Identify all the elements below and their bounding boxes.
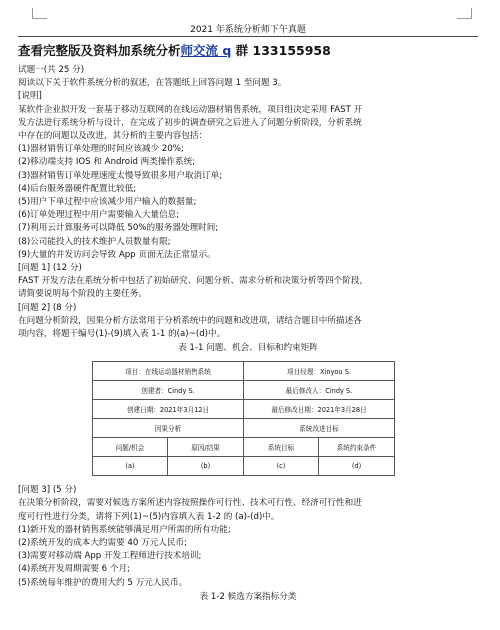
problem-3-label: [问题 3] (5 分) bbox=[18, 485, 77, 496]
description-line: 发方法进行系统分析与设计，在完成了初步的调查研究之后进入了问题分析阶段，分析系统 bbox=[18, 117, 362, 128]
table-header-problem: 问题/机会 bbox=[93, 438, 168, 457]
page-header: 2021 年系统分析师下午真题 bbox=[18, 0, 478, 37]
problem-2-label: [问题 2] (8 分) bbox=[18, 302, 77, 313]
table-blank-a: (a) bbox=[93, 457, 168, 476]
page-corner-mark-left bbox=[32, 8, 47, 19]
problem-1-label: [问题 1] (12 分) bbox=[18, 263, 82, 274]
problem-3-text: 度可行性进行分类，请将下列(1)~(5)内容填入表 1-2 的 (a)-(d)中。 bbox=[18, 511, 280, 522]
list-item: (8)公司能投入的技术维护人员数量有限; bbox=[18, 236, 171, 247]
table-cell-creator: 创建者：Cindy S. bbox=[93, 381, 244, 400]
list-item: (1)器材销售订单处理的时间应该减少 20%; bbox=[18, 144, 184, 155]
table-cell-modified-date: 最后修改日期：2021年3月28日 bbox=[244, 400, 395, 419]
description-label: [说明] bbox=[18, 91, 42, 102]
problem-1-text: 请简要说明每个阶段的主要任务。 bbox=[18, 289, 147, 300]
question-intro: 阅读以下关于软件系统分析的叙述，在答题纸上回答问题 1 至问题 3。 bbox=[18, 78, 287, 89]
table-1-1 bbox=[92, 361, 394, 476]
list-item: (3)需要对移动端 App 开发工程师进行技术培训; bbox=[18, 551, 202, 562]
list-item: (4)系统开发周期需要 6 个月; bbox=[18, 564, 130, 575]
table-header-cause-analysis: 因果分析 bbox=[93, 419, 244, 438]
table-blank-b: (b) bbox=[168, 457, 244, 476]
list-item: (4)后台服务器硬件配置比较低; bbox=[18, 183, 137, 194]
problem-1-text: FAST 开发方法在系统分析中包括了初始研究、问题分析、需求分析和决策分析等四个阶段， bbox=[18, 276, 369, 287]
list-item: (9)大量的并发访问会导致 App 页面无法正常显示。 bbox=[18, 249, 216, 260]
table-blank-c: (c) bbox=[244, 457, 319, 476]
list-item: (2)系统开发的成本大约需要 40 万元人民币; bbox=[18, 538, 187, 549]
list-item: (5)系统每年维护的费用大约 5 万元人民币。 bbox=[18, 577, 188, 588]
list-item: (6)订单处理过程中用户需要输入大量信息; bbox=[18, 210, 180, 221]
table-cell-created-date: 创建日期：2021年3月12日 bbox=[93, 400, 244, 419]
table-cell-manager: 项目经理：Xinyou S. bbox=[244, 362, 395, 381]
table-blank-d: (d) bbox=[319, 457, 395, 476]
list-item: (5)用户下单过程中应该减少用户输入的数据量; bbox=[18, 197, 197, 208]
list-item: (2)移动端支持 IOS 和 Android 两类操作系统; bbox=[18, 157, 196, 168]
table-header-goal: 系统目标 bbox=[244, 438, 319, 457]
list-item: (1)新开发的器材销售系统能够满足用户所需的所有功能; bbox=[18, 524, 231, 535]
problem-2-text: 项内容，将题干编号(1)-(9)填入表 1-1 的(a)~(d)中。 bbox=[18, 329, 226, 340]
description-line: 某软件企业拟开发一套基于移动互联网的在线运动器材销售系统，项目组决定采用 FAST 开 bbox=[18, 104, 363, 115]
table-1-1-caption: 表 1-1 问题、机会、目标和约束矩阵 bbox=[178, 343, 318, 354]
table-cell-project: 项目：在线运动器材销售系统 bbox=[93, 362, 244, 381]
description-line: 中存在的问题以及改进，其分析的主要内容包括： bbox=[18, 131, 208, 142]
promo-text: 查看完整版及资料加系统分析 bbox=[18, 43, 181, 58]
page-corner-mark-right bbox=[457, 8, 472, 19]
table-header-constraint: 系统约束条件 bbox=[319, 438, 395, 457]
promo-group-number: 群 133155958 bbox=[231, 43, 331, 58]
problem-2-text: 在问题分析阶段，因果分析方法常用于分析系统中的问题和改进项，请结合题目中所描述各 bbox=[18, 315, 362, 326]
table-header-improvement-goals: 系统改进目标 bbox=[244, 419, 395, 438]
promo-line bbox=[18, 42, 478, 60]
list-item: (3)器材销售订单处理速度太慢导致很多用户取消订单; bbox=[18, 170, 223, 181]
table-header-cause: 原因/结果 bbox=[168, 438, 244, 457]
table-1-2-caption: 表 1-2 候选方案指标分类 bbox=[199, 591, 297, 602]
problem-3-text: 在决策分析阶段，需要对候选方案所述内容按照操作可行性、技术可行性、经济可行性和进 bbox=[18, 498, 362, 509]
question-title: 试题一(共 25 分) bbox=[18, 65, 85, 75]
promo-link[interactable]: 师交流 q bbox=[180, 43, 232, 58]
list-item: (7)利用云计算服务可以降低 50%的服务器处理时间; bbox=[18, 223, 219, 234]
table-cell-modifier: 最后修改人：Cindy S. bbox=[244, 381, 395, 400]
